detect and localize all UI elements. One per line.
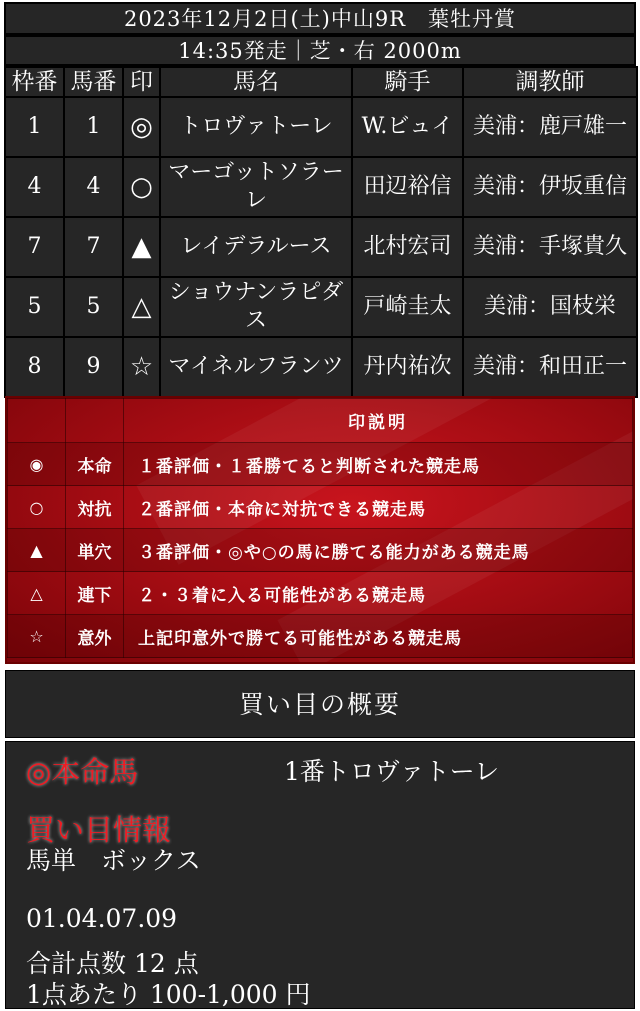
horse-name: マイネルフランツ: [160, 337, 352, 397]
table-row: [5, 157, 637, 217]
trainer-name: 美浦：手塚貴久: [463, 217, 637, 277]
col-name: 馬名: [160, 67, 352, 97]
horse-name: トロヴァトーレ: [160, 97, 352, 157]
horse-number: 7: [64, 217, 123, 277]
col-mark: 印: [123, 67, 160, 97]
total-points: 合計点数 12 点: [26, 949, 199, 978]
legend-row: [8, 529, 633, 572]
triangle-outline-icon: △: [8, 572, 66, 615]
legend-row: [8, 572, 633, 615]
legend-label: 本命: [66, 443, 124, 486]
bet-numbers: 01.04.07.09: [26, 904, 178, 933]
mark-legend-table: [7, 398, 633, 658]
table-row: [5, 97, 637, 157]
table-row: [5, 277, 637, 337]
table-row: [5, 337, 637, 397]
race-table-header: [5, 67, 637, 97]
col-trainer: 調教師: [463, 67, 637, 97]
legend-label: 対抗: [66, 486, 124, 529]
per-point-amount: 1点あたり 100-1,000 円: [26, 980, 311, 1009]
jockey-name: 戸崎圭太: [352, 277, 463, 337]
legend-header-row: [8, 399, 633, 443]
jockey-name: W.ビュイ: [352, 97, 463, 157]
waku-number: 5: [5, 277, 64, 337]
horse-number: 5: [64, 277, 123, 337]
trainer-name: 美浦：鹿戸雄一: [463, 97, 637, 157]
prediction-mark: ☆: [123, 337, 160, 397]
horse-number: 1: [64, 97, 123, 157]
star-outline-icon: ☆: [8, 615, 66, 658]
horse-number: 9: [64, 337, 123, 397]
legend-row: [8, 443, 633, 486]
trainer-name: 美浦：和田正一: [463, 337, 637, 397]
mark-legend-panel: [5, 396, 635, 664]
table-row: [5, 217, 637, 277]
legend-row: [8, 486, 633, 529]
legend-title: 印説明: [124, 399, 633, 443]
race-subtitle: 14:35発走｜芝・右 2000m: [4, 35, 636, 66]
summary-body: [5, 741, 635, 1009]
race-table: [4, 66, 638, 398]
waku-number: 1: [5, 97, 64, 157]
filled-triangle-icon: ▲: [8, 529, 66, 572]
legend-description: ２・３着に入る可能性がある競走馬: [124, 572, 633, 615]
legend-description: ３番評価・◎や○の馬に勝てる能力がある競走馬: [124, 529, 633, 572]
honmei-horse: 1番トロヴァトーレ: [284, 757, 500, 786]
horse-name: レイデラルース: [160, 217, 352, 277]
legend-description: ２番評価・本命に対抗できる競走馬: [124, 486, 633, 529]
waku-number: 7: [5, 217, 64, 277]
trainer-name: 美浦：国枝栄: [463, 277, 637, 337]
legend-description: １番評価・１番勝てると判断された競走馬: [124, 443, 633, 486]
horse-name: ショウナンラピダス: [160, 277, 352, 337]
legend-description: 上記印意外で勝てる可能性がある競走馬: [124, 615, 633, 658]
prediction-mark: ○: [123, 157, 160, 217]
legend-label: 連下: [66, 572, 124, 615]
prediction-mark: ◎: [123, 97, 160, 157]
legend-row: [8, 615, 633, 658]
bet-info-label: 買い目情報: [26, 813, 172, 847]
legend-label: 単穴: [66, 529, 124, 572]
horse-name: マーゴットソラーレ: [160, 157, 352, 217]
col-uma: 馬番: [64, 67, 123, 97]
jockey-name: 丹内祐次: [352, 337, 463, 397]
col-waku: 枠番: [5, 67, 64, 97]
honmei-label: ◎本命馬: [26, 755, 139, 789]
trainer-name: 美浦：伊坂重信: [463, 157, 637, 217]
bet-type: 馬単 ボックス: [26, 846, 201, 875]
legend-label: 意外: [66, 615, 124, 658]
waku-number: 4: [5, 157, 64, 217]
prediction-mark: △: [123, 277, 160, 337]
col-jockey: 騎手: [352, 67, 463, 97]
race-title: 2023年12月2日(土)中山9R 葉牡丹賞: [4, 2, 636, 35]
honmei-symbol-icon: ◉: [8, 443, 66, 486]
waku-number: 8: [5, 337, 64, 397]
horse-number: 4: [64, 157, 123, 217]
jockey-name: 田辺裕信: [352, 157, 463, 217]
summary-heading: 買い目の概要: [5, 670, 635, 738]
jockey-name: 北村宏司: [352, 217, 463, 277]
prediction-mark: ▲: [123, 217, 160, 277]
circle-symbol-icon: ○: [8, 486, 66, 529]
